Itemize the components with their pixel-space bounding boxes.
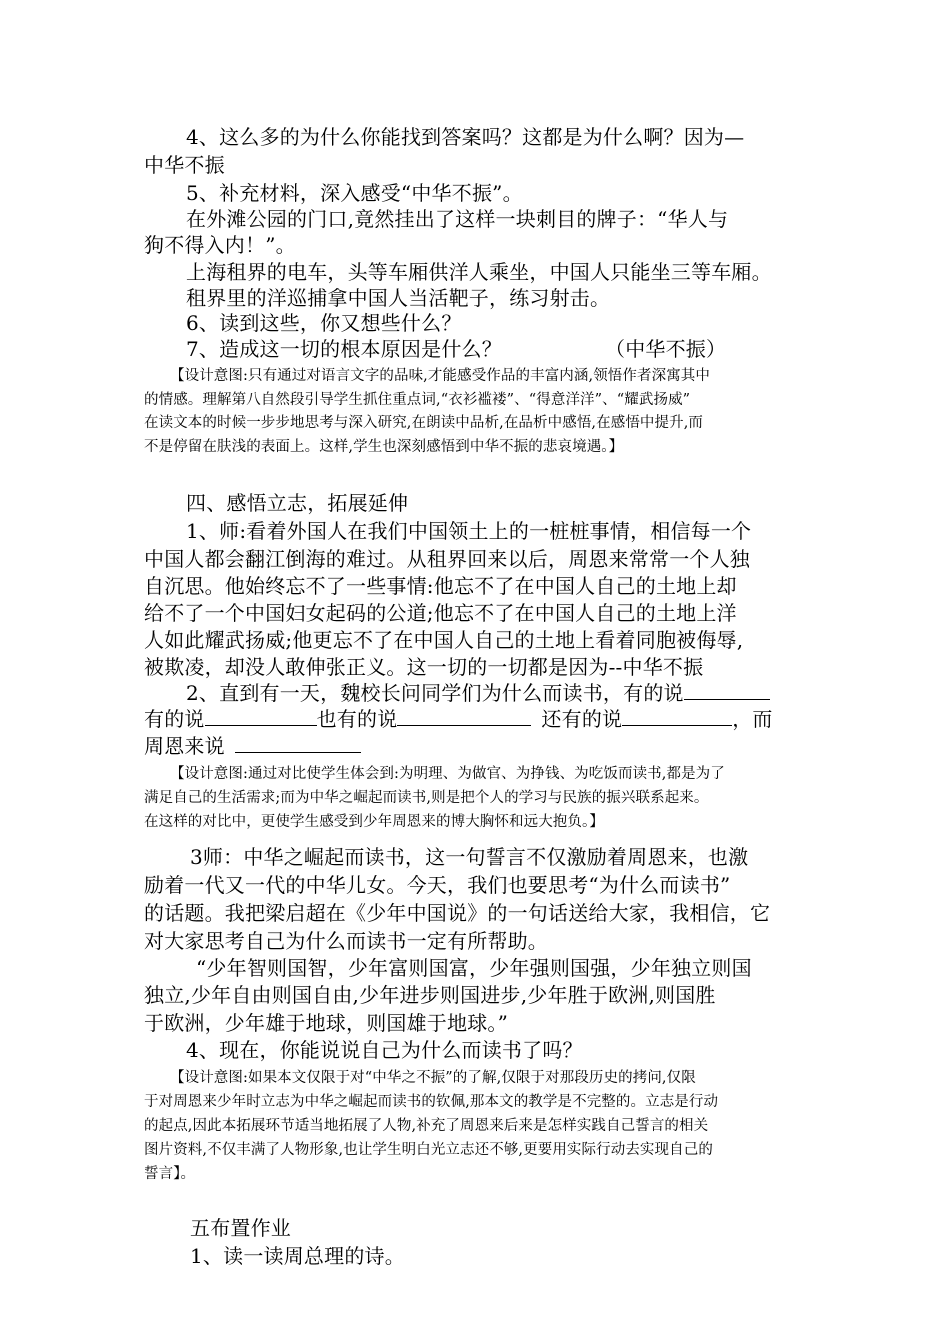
blank-suffix: ，而 bbox=[732, 707, 773, 731]
paragraph-line: 对大家思考自己为什么而读书一定有所帮助。 bbox=[144, 929, 548, 953]
design-note-line: 【设计意图:只有通过对语言文字的品味,才能感受作品的丰富内涵,领悟作者深寓其中 bbox=[170, 368, 710, 384]
design-note-line: 【设计意图:如果本文仅限于对“中华之不振”的了解,仅限于对那段历史的拷问,仅限 bbox=[170, 1070, 696, 1086]
question-4-continuation: 中华不振 bbox=[144, 153, 225, 177]
design-note-line: 不是停留在肤浅的表面上。这样,学生也深刻感悟到中华不振的悲哀境遇。】 bbox=[144, 439, 624, 455]
fill-blank bbox=[622, 707, 732, 726]
blank-prefix: 还有的说 bbox=[541, 707, 623, 731]
paragraph-2-line-2 bbox=[144, 706, 773, 732]
paragraph-line: 给不了一个中国妇女起码的公道;他忘不了在中国人自己的土地上洋 bbox=[144, 601, 737, 625]
design-note-line: 誓言】。 bbox=[144, 1166, 196, 1182]
fill-blank bbox=[235, 734, 361, 753]
design-note-line: 在读文本的时候一步步地思考与深入研究,在朗读中品析,在品析中感悟,在感悟中提升,而 bbox=[144, 415, 704, 431]
paragraph-2-line-3 bbox=[144, 733, 361, 759]
paragraph-2-text: 2、直到有一天，魏校长问同学们为什么而读书，有的说 bbox=[186, 681, 684, 705]
material-2: 上海租界的电车，头等车厢供洋人乘坐，中国人只能坐三等车厢。 bbox=[186, 260, 772, 284]
paragraph-line: 人如此耀武扬威;他更忘不了在中国人自己的土地上看着同胞被侮辱, bbox=[144, 628, 744, 652]
quote-line: 独立,少年自由则国自由,少年进步则国进步,少年胜于欧洲,则国胜 bbox=[144, 983, 716, 1007]
question-7-answer: （中华不振） bbox=[605, 337, 727, 361]
question-6: 6、读到这些，你又想些什么？ bbox=[186, 311, 462, 335]
material-1a: 在外滩公园的门口,竟然挂出了这样一块刺目的牌子：“华人与 bbox=[186, 207, 729, 231]
design-note-line: 图片资料,不仅丰满了人物形象,也让学生明白光立志还不够,更要用实际行动去实现自己的 bbox=[144, 1142, 713, 1158]
question-4: 4、这么多的为什么你能找到答案吗？这都是为什么啊？因为— bbox=[186, 125, 745, 149]
paragraph-line: 3师：中华之崛起而读书，这一句誓言不仅激励着周恩来，也激 bbox=[190, 845, 749, 869]
design-note-line: 于对周恩来少年时立志为中华之崛起而读书的钦佩,那本文的教学是不完整的。立志是行动 bbox=[144, 1094, 719, 1110]
material-1b: 狗不得入内！”。 bbox=[144, 233, 296, 257]
fill-blank bbox=[205, 707, 317, 726]
section-4-heading: 四、感悟立志，拓展延伸 bbox=[186, 491, 409, 515]
design-note-line: 在这样的对比中，更使学生感受到少年周恩来的博大胸怀和远大抱负。】 bbox=[144, 814, 604, 830]
design-note-line: 的起点,因此本拓展环节适当地拓展了人物,补充了周恩来后来是怎样实践自己誓言的相关 bbox=[144, 1118, 709, 1134]
paragraph-line: 自沉思。他始终忘不了一些事情:他忘不了在中国人自己的土地上却 bbox=[144, 574, 737, 598]
paragraph-line: 的话题。我把梁启超在《少年中国说》的一句话送给大家，我相信，它 bbox=[144, 901, 771, 925]
paragraph-line: 1、师:看着外国人在我们中国领土上的一桩桩事情，相信每一个 bbox=[186, 519, 752, 543]
material-3: 租界里的洋巡捕拿中国人当活靶子，练习射击。 bbox=[186, 286, 611, 310]
blank-prefix: 周恩来说 bbox=[144, 734, 225, 758]
homework-item-1: 1、读一读周总理的诗。 bbox=[190, 1244, 405, 1268]
question-7: 7、造成这一切的根本原因是什么？ bbox=[186, 337, 502, 361]
design-note-line: 满足自己的生活需求;而为中华之崛起而读书,则是把个人的学习与民族的振兴联系起来。 bbox=[144, 790, 709, 806]
question-4b: 4、现在，你能说说自己为什么而读书了吗？ bbox=[186, 1038, 583, 1062]
section-5-heading: 五布置作业 bbox=[190, 1216, 291, 1240]
fill-blank bbox=[397, 707, 531, 726]
quote-line: 于欧洲，少年雄于地球，则国雄于地球。” bbox=[144, 1011, 509, 1035]
paragraph-line: 被欺凌，却没人敢伸张正义。这一切的一切都是因为--中华不振 bbox=[144, 655, 704, 679]
fill-blank bbox=[684, 681, 770, 700]
question-5: 5、补充材料，深入感受“中华不振”。 bbox=[186, 181, 523, 205]
blank-prefix: 有的说 bbox=[144, 707, 205, 731]
paragraph-line: 中国人都会翻江倒海的难过。从租界回来以后，周恩来常常一个人独 bbox=[144, 547, 750, 571]
paragraph-line: 励着一代又一代的中华儿女。今天，我们也要思考“为什么而读书” bbox=[144, 873, 731, 897]
blank-prefix: 也有的说 bbox=[316, 707, 398, 731]
design-note-line: 【设计意图:通过对比使学生体会到:为明理、为做官、为挣钱、为吃饭而读书,都是为了 bbox=[170, 766, 725, 782]
paragraph-2-line-1 bbox=[186, 680, 770, 706]
quote-line: “少年智则国智，少年富则国富，少年强则国强，少年独立则国 bbox=[196, 956, 752, 980]
design-note-line: 的情感。理解第八自然段引导学生抓住重点词,“衣衫褴褛”、“得意洋洋”、“耀武扬威” bbox=[144, 392, 691, 408]
